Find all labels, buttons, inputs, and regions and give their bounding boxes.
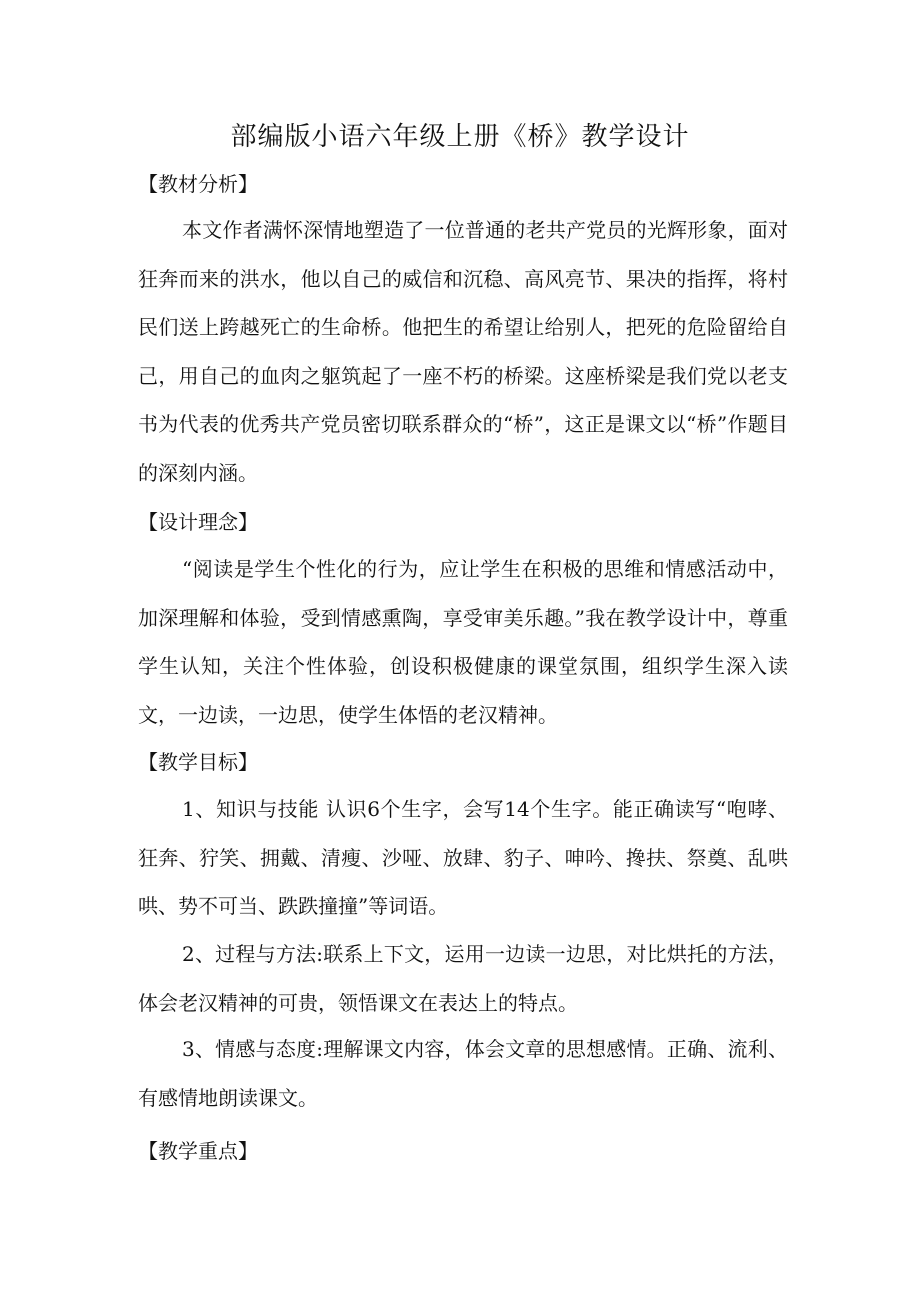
- section-heading-teaching-focus: 【教学重点】: [138, 1139, 258, 1163]
- section-heading-teaching-goals: 【教学目标】: [138, 750, 258, 774]
- paragraph-goal-knowledge-skills: 1、知识与技能 认识6个生字，会写14个生字。能正确读写“咆哮、狂奔、狞笑、拥戴、清瘦、沙哑、放肆、豹子、呻吟、搀扶、祭奠、乱哄哄、势不可当、跌跌撞撞”等词语。: [138, 797, 788, 918]
- paragraph-goal-process-method: 2、过程与方法:联系上下文，运用一边读一边思，对比烘托的方法，体会老汉精神的可贵，领悟课文在表达上的特点。: [138, 942, 788, 1015]
- document-title: 部编版小语六年级上册《桥》教学设计: [230, 122, 690, 152]
- paragraph-design-concept: “阅读是学生个性化的行为，应让学生在积极的思维和情感活动中，加深理解和体验，受到情感熏陶，享受审美乐趣。”我在教学设计中，尊重学生认知，关注个性体验，创设积极健康的课堂氛围，组织学生深入读文，一边读，一边思，使学生体悟的老汉精神。: [138, 557, 788, 727]
- paragraph-material-analysis: 本文作者满怀深情地塑造了一位普通的老共产党员的光辉形象，面对狂奔而来的洪水，他以自己的威信和沉稳、高风亮节、果决的指挥，将村民们送上跨越死亡的生命桥。他把生的希望让给别人，把死的危险留给自己，用自己的血肉之躯筑起了一座不朽的桥梁。这座桥梁是我们党以老支书为代表的优秀共产党员密切联系群众的“桥”，这正是课文以“桥”作题目的深刻内涵。: [138, 218, 788, 485]
- section-heading-design-concept: 【设计理念】: [138, 510, 258, 534]
- paragraph-goal-emotion-attitude: 3、情感与态度:理解课文内容，体会文章的思想感情。正确、流利、有感情地朗读课文。: [138, 1037, 788, 1110]
- section-heading-material-analysis: 【教材分析】: [138, 172, 258, 196]
